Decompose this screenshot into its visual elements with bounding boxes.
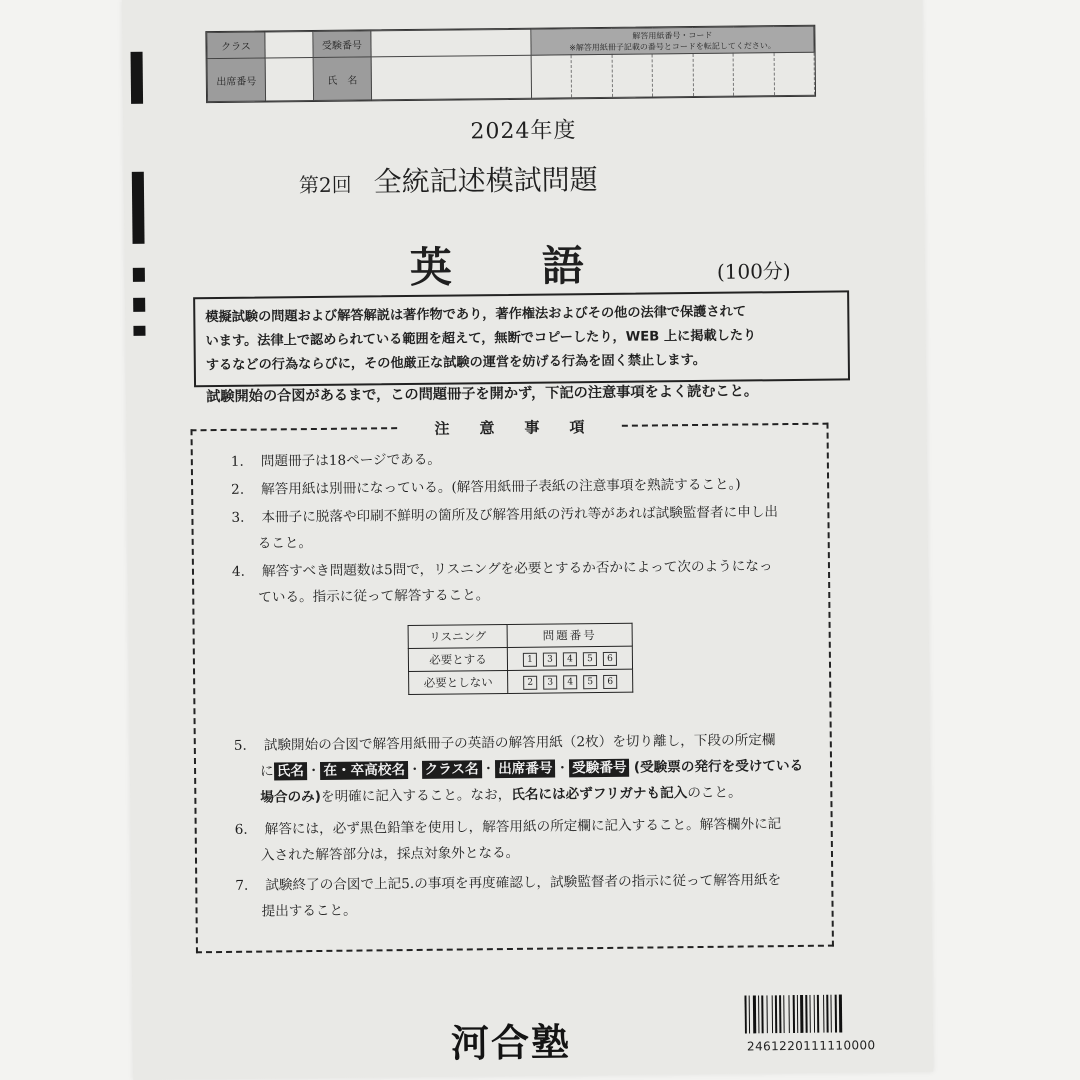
binding-mark <box>131 52 144 104</box>
barcode-bar <box>793 995 795 1033</box>
name-label: 氏 名 <box>313 57 371 101</box>
exam-number-field[interactable] <box>371 29 531 57</box>
barcode <box>744 994 892 1034</box>
notes-box <box>190 417 833 954</box>
question-number-table <box>408 623 634 695</box>
barcode-bar <box>826 995 828 1033</box>
table-row: 必要としない 2 3 4 5 6 <box>409 669 633 694</box>
binding-mark <box>132 172 145 244</box>
barcode-bar <box>761 995 763 1033</box>
binding-mark <box>133 268 145 282</box>
table-row: 必要とする 1 3 4 5 6 <box>408 646 632 671</box>
note-item-6: 6. 解答には，必ず黒色鉛筆を使用し，解答用紙の所定欄に記入すること。解答欄外に記 入された解答部分は，採点対象外となる。 <box>234 816 782 864</box>
binding-mark <box>133 298 145 312</box>
barcode-bar <box>772 995 773 1033</box>
barcode-bar <box>753 995 756 1033</box>
exam-year: 2024年度 <box>470 118 577 145</box>
barcode-bar <box>814 995 815 1033</box>
note-item-4: 4. 解答すべき問題数は5問で，リスニングを必要とするか否かによって次のようになっ ている。指示に従って解答すること。 <box>231 558 773 606</box>
code-digit-box[interactable] <box>572 54 613 97</box>
barcode-bar <box>823 995 824 1033</box>
binding-mark <box>133 326 145 336</box>
registration-table <box>205 25 816 103</box>
copyright-notice <box>193 290 850 387</box>
publisher-logo: 河合塾 <box>450 1020 572 1066</box>
barcode-bar <box>766 995 767 1033</box>
code-digit-box[interactable] <box>652 54 693 97</box>
barcode-bar <box>744 996 746 1034</box>
name-field[interactable] <box>371 55 531 100</box>
subject-title: 英語 <box>409 240 675 292</box>
note-item-5: 5. 試験開始の合図で解答用紙冊子の英語の解答用紙（2枚）を切り離し，下段の所定欄 に 氏名 ・ 在・卒高校名 ・ クラス名 ・ 出席番号 ・ 受験番号 (受験票の発行を受けている 場合のみ)を明確に記入すること。なお，氏名には必ずフリガナも記入のこと。 <box>233 732 804 806</box>
barcode-bar <box>830 995 831 1033</box>
barcode-bar <box>800 995 803 1033</box>
exam-title-text: 全統記述模試問題 <box>373 163 598 199</box>
barcode-bar <box>749 995 750 1033</box>
barcode-bar <box>788 995 789 1033</box>
note-item-7: 7. 試験終了の合図で上記5.の事項を再度確認し，試験監督者の指示に従って解答用紙を 提出すること。 <box>235 872 782 920</box>
seat-number-label: 出席番号 <box>207 58 265 102</box>
code-digit-box[interactable] <box>531 55 572 98</box>
barcode-bar <box>805 995 807 1033</box>
barcode-bar <box>797 995 798 1033</box>
question-number-header: 問題番号 <box>507 623 632 647</box>
barcode-bar <box>783 995 784 1033</box>
barcode-bar <box>758 995 759 1033</box>
barcode-bar <box>809 995 810 1033</box>
exam-booklet-cover <box>122 0 933 1080</box>
exam-round: 第2回 <box>298 172 352 198</box>
barcode-bar <box>775 995 777 1033</box>
exam-number-label: 受験番号 <box>313 31 371 58</box>
barcode-bar <box>839 995 842 1033</box>
exam-title <box>299 158 598 201</box>
answer-sheet-code-label: 解答用紙番号・コード ※解答用紙冊子記載の番号とコードを転記してください。 <box>531 26 814 55</box>
barcode-bar <box>779 995 781 1033</box>
note-item-3: 3. 本冊子に脱落や印刷不鮮明の箇所及び解答用紙の汚れ等があれば試験監督者に申し出 ること。 <box>231 504 779 552</box>
barcode-number: 2461220111110000 <box>746 1038 876 1054</box>
start-instruction: 試験開始の合図があるまで，この問題冊子を開かず，下記の注意事項をよく読むこと。 <box>206 383 759 406</box>
barcode-bar <box>835 995 837 1033</box>
code-digit-box[interactable] <box>774 52 815 95</box>
notes-title: 注意事項 <box>192 414 826 442</box>
class-label: クラス <box>207 32 265 59</box>
code-digit-box[interactable] <box>693 53 734 96</box>
code-digit-box[interactable] <box>733 53 774 96</box>
note-item-2: 2. 解答用紙は別冊になっている。(解答用紙冊子表紙の注意事項を熟読すること。) <box>231 476 741 498</box>
code-digit-box[interactable] <box>612 54 653 97</box>
note-item-1: 1. 問題冊子は18ページである。 <box>230 451 442 470</box>
copyright-line: するなどの行為ならびに，その他厳正な試験の運営を妨げる行為を固く禁止します。 <box>205 352 706 374</box>
barcode-bar <box>817 995 819 1033</box>
exam-duration: (100分) <box>716 259 791 284</box>
class-field[interactable] <box>265 32 313 59</box>
listening-header: リスニング <box>408 625 507 649</box>
seat-number-field[interactable] <box>265 58 313 102</box>
copyright-line: います。法律上で認められている範囲を超えて，無断でコピーしたり，WEB 上に掲載したり <box>205 328 757 350</box>
copyright-line: 模擬試験の問題および解答解説は著作物であり，著作権法およびその他の法律で保護されて <box>205 304 747 326</box>
